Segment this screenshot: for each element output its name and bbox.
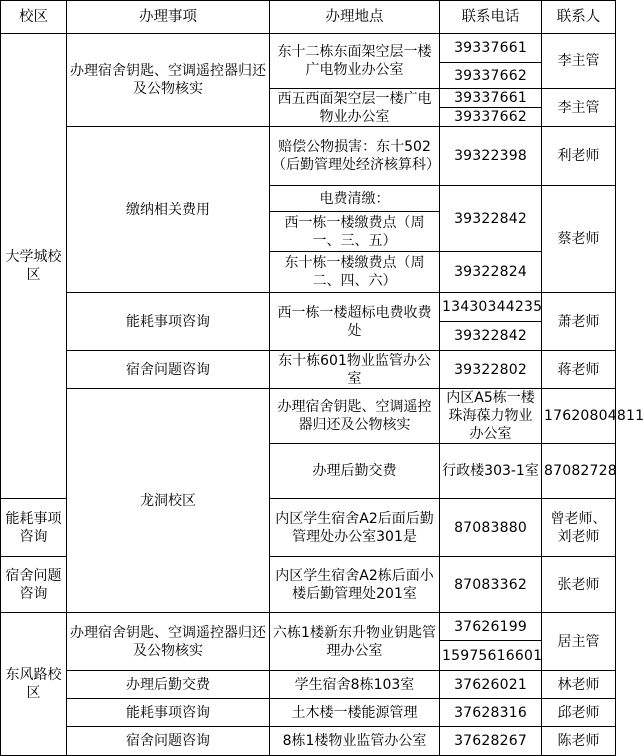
- location-cell: 西五西面架空层一楼广电物业办公室: [270, 89, 440, 127]
- contact-cell: 邱老师: [542, 699, 616, 727]
- phone-cell: 87083880: [440, 499, 542, 557]
- phone-cell: 37628316: [440, 699, 542, 727]
- phone-cell: 13430344235: [440, 293, 542, 322]
- table-row: [1, 699, 616, 727]
- phone-cell: 37628267: [440, 727, 542, 756]
- contact-cell: 利老师: [542, 127, 616, 186]
- item-cell: 能耗事项咨询: [1, 499, 67, 557]
- table-row: [1, 613, 616, 641]
- table-row: [1, 389, 616, 444]
- phone-cell: 87082728: [542, 444, 616, 499]
- campus-daxuecheng: 大学城校区: [1, 34, 67, 499]
- campus-dongfenglu: 东风路校区: [1, 613, 67, 756]
- item-cell: 宿舍问题咨询: [67, 727, 270, 756]
- location-cell: 东十栋601物业监管办公室: [270, 351, 440, 389]
- phone-cell: 37626199: [440, 613, 542, 641]
- header-row: [1, 1, 616, 34]
- item-cell: 宿舍问题咨询: [67, 351, 270, 389]
- header-contact: 联系人: [542, 1, 616, 34]
- table-row: [1, 671, 616, 699]
- phone-cell: 39337661: [440, 34, 542, 63]
- item-cell: 办理宿舍钥匙、空调遥控器归还及公物核实: [67, 613, 270, 671]
- contact-cell: 居主管: [542, 613, 616, 671]
- location-cell: 东十二栋东面架空层一楼广电物业办公室: [270, 34, 440, 89]
- table-row: [1, 127, 616, 186]
- item-cell: 能耗事项咨询: [67, 699, 270, 727]
- item-cell: 缴纳相关费用: [67, 127, 270, 293]
- location-cell: 电费清缴：: [270, 186, 440, 212]
- phone-cell: 39322842: [440, 186, 542, 252]
- phone-cell: 37626021: [440, 671, 542, 699]
- location-cell: 学生宿舍8栋103室: [270, 671, 440, 699]
- location-cell: 西一栋一楼超标电费收费处: [270, 293, 440, 351]
- contact-cell: 萧老师: [542, 293, 616, 351]
- location-cell: 行政楼303-1室: [440, 444, 542, 499]
- phone-cell: 39337662: [440, 108, 542, 127]
- location-cell: 内区学生宿舍A2栋后面小楼后勤管理处201室: [270, 557, 440, 613]
- item-cell: 办理宿舍钥匙、空调遥控器归还及公物核实: [67, 34, 270, 127]
- table-row: [1, 727, 616, 756]
- location-cell: 六栋1楼新东升物业钥匙管理办公室: [270, 613, 440, 671]
- item-cell: 办理后勤交费: [67, 671, 270, 699]
- contact-cell: 林老师: [542, 671, 616, 699]
- phone-cell: 39322824: [440, 252, 542, 293]
- location-cell: 东十栋一楼缴费点（周二、四、六）: [270, 252, 440, 293]
- table-row: [1, 34, 616, 63]
- location-cell: 8栋1楼物业监管办公室: [270, 727, 440, 756]
- header-phone: 联系电话: [440, 1, 542, 34]
- phone-cell: 39337662: [440, 63, 542, 89]
- location-cell: 赔偿公物损害：东十502（后勤管理处经济核算科）: [270, 127, 440, 186]
- table-row: [1, 293, 616, 322]
- phone-cell: 39322398: [440, 127, 542, 186]
- item-cell: 能耗事项咨询: [67, 293, 270, 351]
- phone-cell: 39322802: [440, 351, 542, 389]
- phone-cell: 87083362: [440, 557, 542, 613]
- header-item: 办理事项: [67, 1, 270, 34]
- contact-cell: 蔡老师: [542, 186, 616, 293]
- table-row: [1, 351, 616, 389]
- phone-cell: 15975616601: [440, 641, 542, 671]
- item-cell: 办理后勤交费: [270, 444, 440, 499]
- location-cell: 内区A5栋一楼珠海葆力物业办公室: [440, 389, 542, 444]
- location-cell: 内区学生宿舍A2后面后勤管理处办公室301是: [270, 499, 440, 557]
- contact-cell: 李主管: [542, 89, 616, 127]
- contact-cell: 陈老师: [542, 727, 616, 756]
- contact-cell: 曾老师、刘老师: [542, 499, 616, 557]
- header-location: 办理地点: [270, 1, 440, 34]
- location-cell: 土木楼一楼能源管理: [270, 699, 440, 727]
- item-cell: 宿舍问题咨询: [1, 557, 67, 613]
- location-cell: 西一栋一楼缴费点（周一、三、五）: [270, 212, 440, 252]
- contact-cell: 蒋老师: [542, 351, 616, 389]
- phone-cell: 39337661: [440, 89, 542, 108]
- campus-longdong: 龙洞校区: [67, 389, 270, 613]
- item-cell: 办理宿舍钥匙、空调遥控器归还及公物核实: [270, 389, 440, 444]
- header-campus: 校区: [1, 1, 67, 34]
- phone-cell: 39322842: [440, 322, 542, 351]
- contact-cell: 张老师: [542, 557, 616, 613]
- contact-cell: 李主管: [542, 34, 616, 89]
- phone-cell: 17620804811: [542, 389, 616, 444]
